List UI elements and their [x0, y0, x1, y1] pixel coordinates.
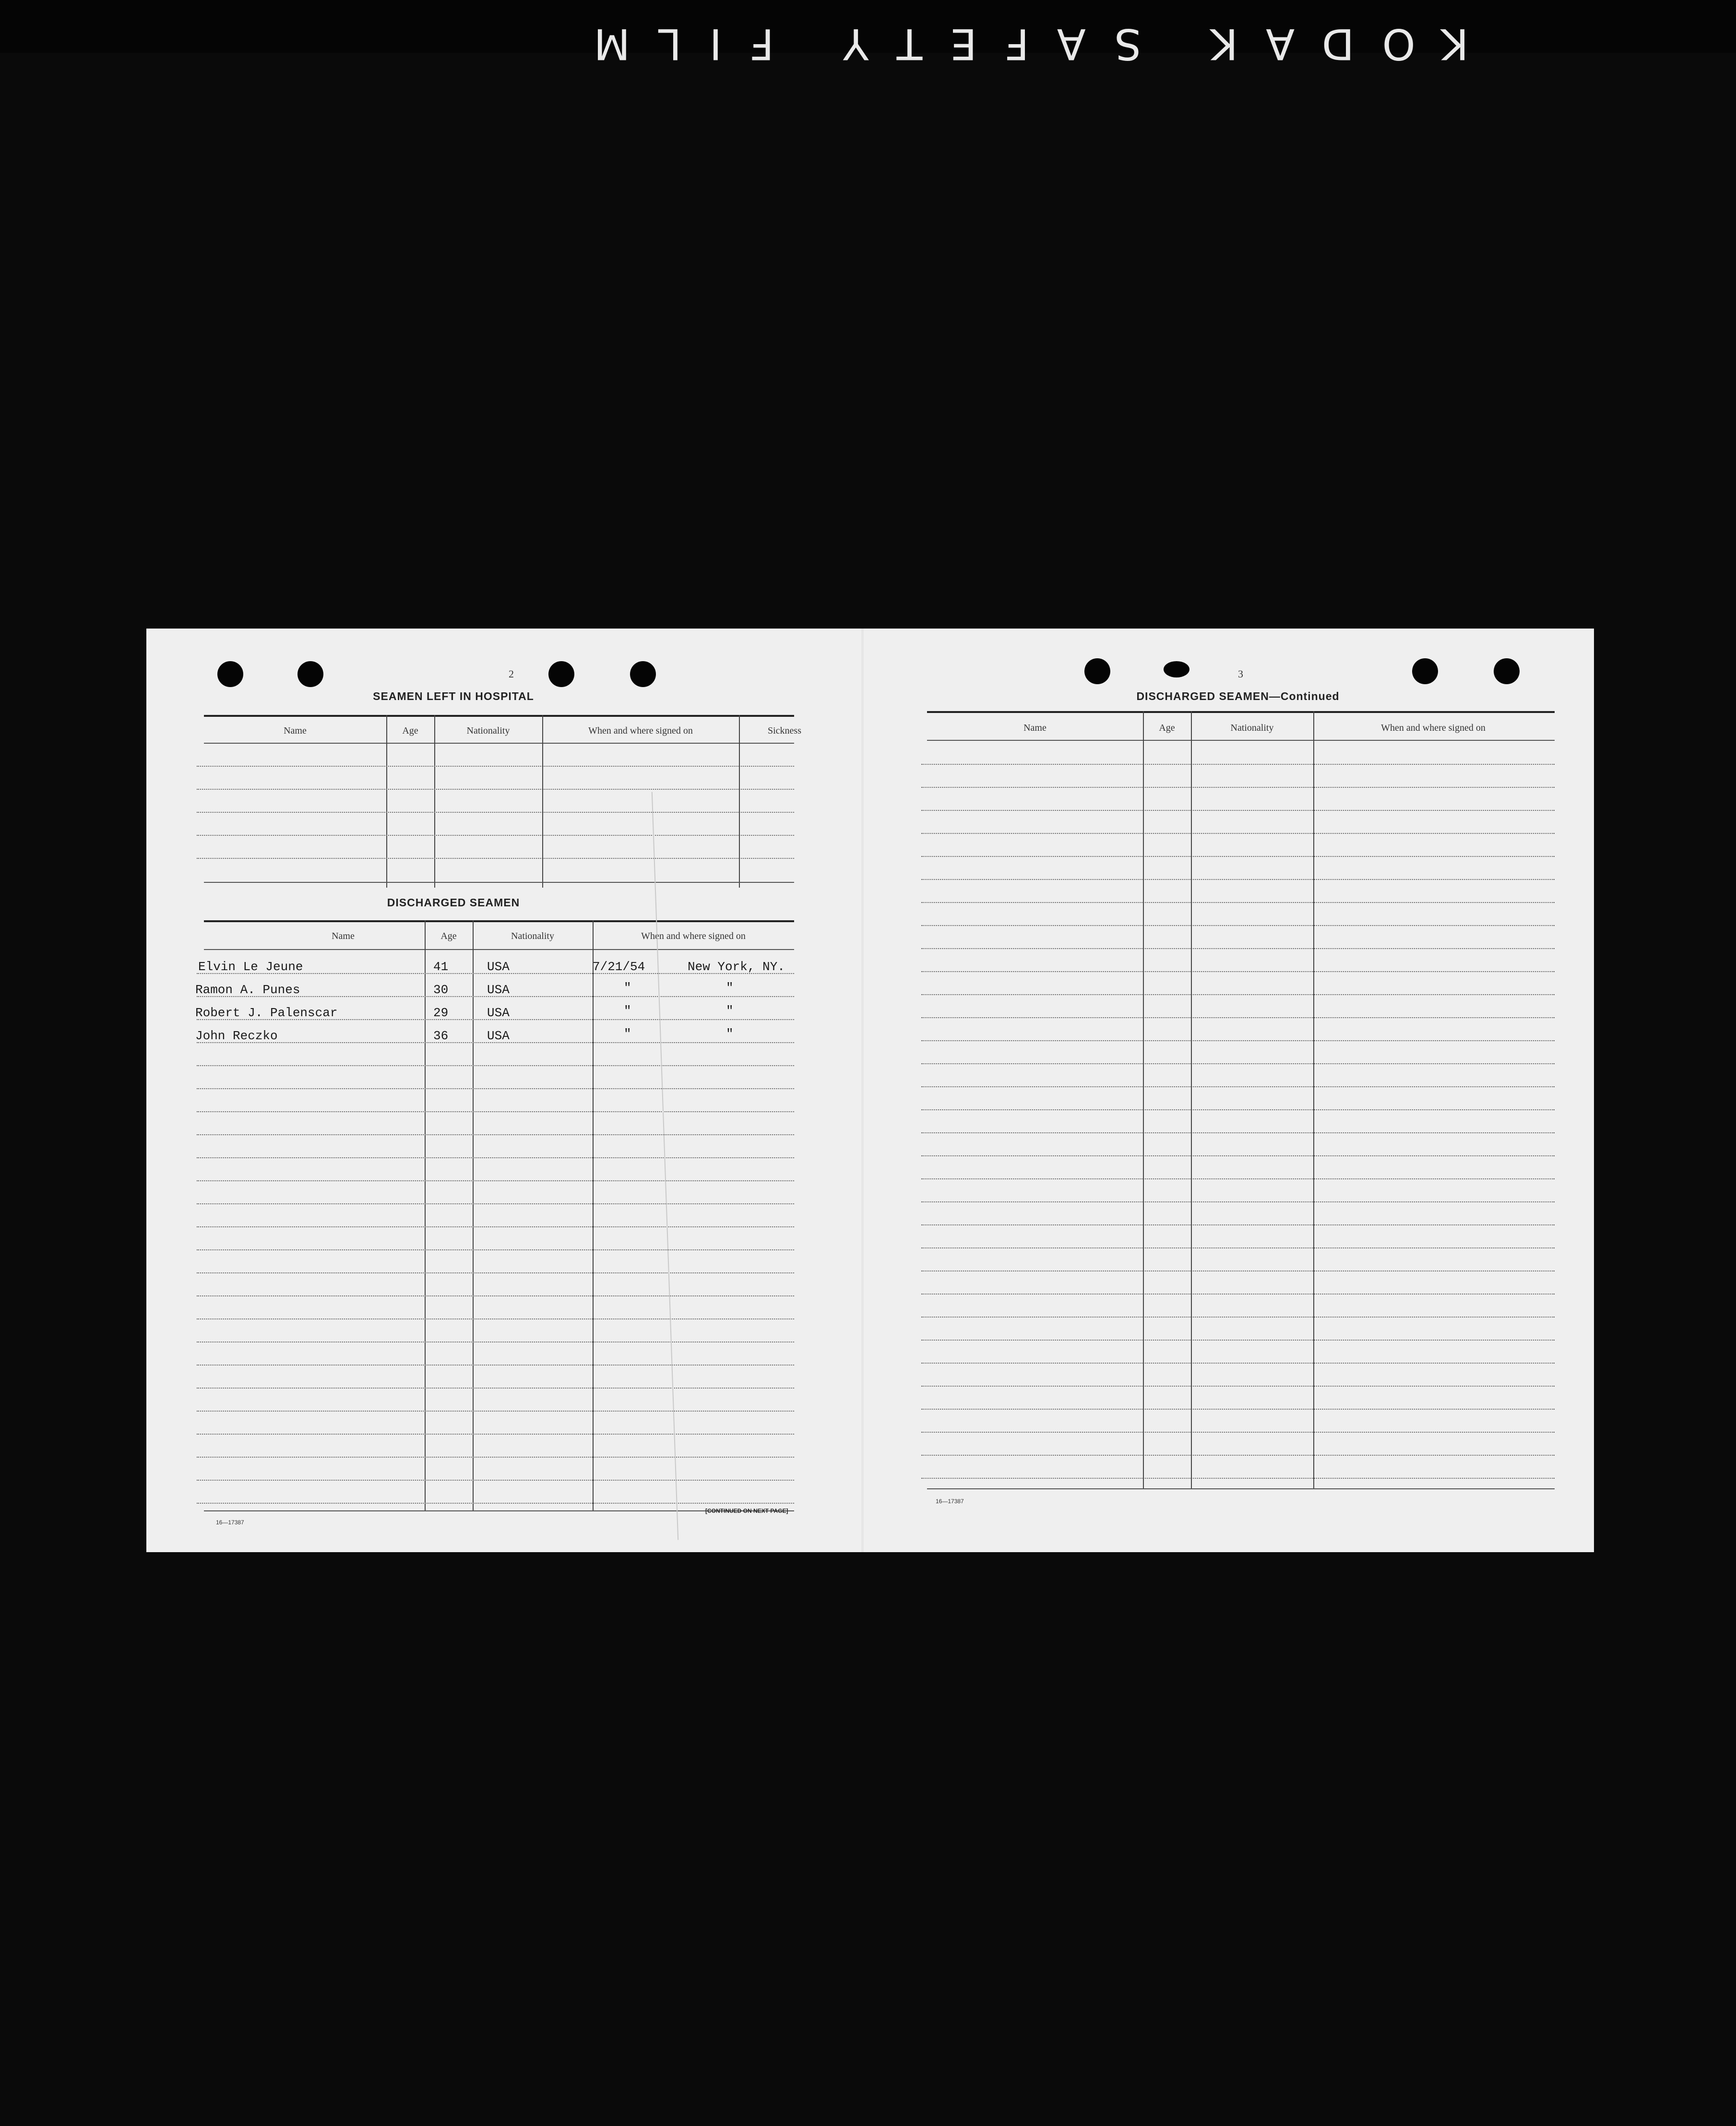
seaman-age: 30 — [433, 983, 449, 997]
signed-on-place: New York, NY. — [688, 960, 785, 974]
column-header-nationality: Nationality — [1230, 723, 1274, 733]
entry-line — [197, 766, 794, 767]
entry-line — [197, 1365, 794, 1366]
entry-line — [921, 1455, 1555, 1456]
column-header-age: Age — [1159, 723, 1175, 733]
signed-on-date: " — [624, 981, 631, 995]
column-divider — [739, 715, 740, 888]
entry-line — [921, 810, 1555, 811]
hospital-section-title: SEAMEN LEFT IN HOSPITAL — [373, 690, 534, 702]
punch-hole — [217, 661, 243, 687]
punch-hole — [1084, 658, 1110, 684]
entry-line — [921, 994, 1555, 995]
entry-line — [921, 1224, 1555, 1225]
entry-line — [197, 789, 794, 790]
punch-hole — [1494, 658, 1520, 684]
entry-line — [197, 1318, 794, 1319]
column-divider — [386, 715, 387, 888]
entry-line — [197, 1180, 794, 1181]
entry-line — [921, 1409, 1555, 1410]
entry-line — [197, 1503, 794, 1504]
column-header-nationality: Nationality — [511, 931, 554, 941]
column-header-sickness: Sickness — [768, 725, 801, 736]
column-divider — [473, 920, 474, 1510]
signed-on-place: " — [726, 981, 734, 995]
entry-line — [197, 1434, 794, 1435]
entry-line — [921, 1109, 1555, 1110]
column-header-signed-on: When and where signed on — [588, 725, 693, 736]
entry-line — [921, 1040, 1555, 1041]
entry-line — [197, 835, 794, 836]
column-divider — [1143, 711, 1144, 1488]
column-header-age: Age — [402, 725, 418, 736]
column-divider — [1313, 711, 1314, 1488]
column-divider — [1191, 711, 1192, 1488]
film-edge-text: KODAK SAFETY FILM — [566, 19, 1469, 69]
column-divider — [593, 920, 594, 1510]
entry-line — [921, 971, 1555, 972]
seaman-name: Elvin Le Jeune — [198, 960, 303, 974]
seaman-nationality: USA — [487, 1006, 510, 1020]
entry-line — [921, 787, 1555, 788]
entry-line — [197, 812, 794, 813]
entry-line — [921, 1155, 1555, 1156]
entry-line — [197, 1388, 794, 1389]
entry-line — [921, 1063, 1555, 1064]
table-top-rule — [927, 711, 1555, 713]
entry-line — [197, 1249, 794, 1250]
page-number: 2 — [509, 668, 514, 680]
entry-line — [921, 833, 1555, 834]
column-divider — [542, 715, 543, 888]
table-bottom-rule — [927, 1488, 1555, 1489]
column-header-name: Name — [332, 931, 355, 941]
table-top-rule — [204, 715, 794, 717]
entry-line — [197, 1157, 794, 1158]
continued-note: [CONTINUED ON NEXT PAGE] — [705, 1508, 788, 1514]
left-page — [146, 629, 861, 1552]
entry-line — [197, 1272, 794, 1273]
entry-line — [197, 1457, 794, 1458]
entry-line — [197, 1203, 794, 1204]
entry-line — [921, 1478, 1555, 1479]
entry-line — [197, 1088, 794, 1089]
form-number: 16—17387 — [216, 1519, 244, 1526]
column-header-signed-on: When and where signed on — [1381, 723, 1486, 733]
punch-hole — [548, 661, 574, 687]
entry-line — [921, 1178, 1555, 1179]
entry-line — [921, 1017, 1555, 1018]
column-header-age: Age — [440, 931, 457, 941]
seaman-nationality: USA — [487, 960, 510, 974]
entry-line — [197, 1111, 794, 1112]
column-header-signed-on: When and where signed on — [641, 931, 746, 941]
entry-line — [197, 1134, 794, 1135]
header-rule — [204, 949, 794, 950]
seaman-age: 41 — [433, 960, 449, 974]
entry-line — [197, 1411, 794, 1412]
entry-line — [921, 1317, 1555, 1318]
paper-crease — [652, 792, 678, 1540]
entry-line — [197, 1480, 794, 1481]
column-divider — [425, 920, 426, 1510]
seaman-name: Ramon A. Punes — [195, 983, 300, 997]
entry-line — [921, 1363, 1555, 1364]
punch-hole — [297, 661, 323, 687]
seaman-nationality: USA — [487, 983, 510, 997]
entry-line — [197, 1065, 794, 1066]
discharged-section-title: DISCHARGED SEAMEN — [387, 896, 520, 909]
punch-hole — [1164, 661, 1189, 677]
seaman-age: 36 — [433, 1029, 449, 1043]
right-page — [864, 629, 1594, 1552]
entry-line — [197, 1226, 794, 1227]
signed-on-place: " — [726, 1004, 734, 1018]
seaman-age: 29 — [433, 1006, 449, 1020]
entry-line — [921, 1086, 1555, 1087]
entry-line — [197, 1295, 794, 1296]
entry-line — [921, 879, 1555, 880]
table-bottom-rule — [204, 882, 794, 883]
signed-on-date: " — [624, 1004, 631, 1018]
entry-line — [921, 764, 1555, 765]
entry-line — [921, 948, 1555, 949]
entry-line — [921, 1386, 1555, 1387]
entry-line — [921, 1294, 1555, 1295]
signed-on-place: " — [726, 1027, 734, 1041]
entry-line — [921, 925, 1555, 926]
page-number: 3 — [1238, 668, 1243, 680]
seaman-nationality: USA — [487, 1029, 510, 1043]
film-edge — [0, 0, 1736, 69]
entry-line — [921, 1247, 1555, 1248]
table-top-rule — [204, 920, 794, 922]
entry-line — [921, 1432, 1555, 1433]
column-header-name: Name — [1023, 723, 1046, 733]
entry-line — [921, 1132, 1555, 1133]
header-rule — [927, 740, 1555, 741]
column-divider — [434, 715, 435, 888]
entry-line — [921, 1201, 1555, 1202]
discharged-continued-title: DISCHARGED SEAMEN—Continued — [1136, 690, 1340, 702]
entry-line — [921, 902, 1555, 903]
entry-line — [921, 856, 1555, 857]
form-number: 16—17387 — [936, 1498, 964, 1505]
seaman-name: John Reczko — [195, 1029, 278, 1043]
signed-on-date: " — [624, 1027, 631, 1041]
punch-hole — [630, 661, 656, 687]
column-header-nationality: Nationality — [466, 725, 510, 736]
seaman-name: Robert J. Palenscar — [195, 1006, 338, 1020]
entry-line — [197, 858, 794, 859]
column-header-name: Name — [284, 725, 307, 736]
entry-line — [921, 1340, 1555, 1341]
header-rule — [204, 743, 794, 744]
punch-hole — [1412, 658, 1438, 684]
signed-on-date: 7/21/54 — [593, 960, 645, 974]
